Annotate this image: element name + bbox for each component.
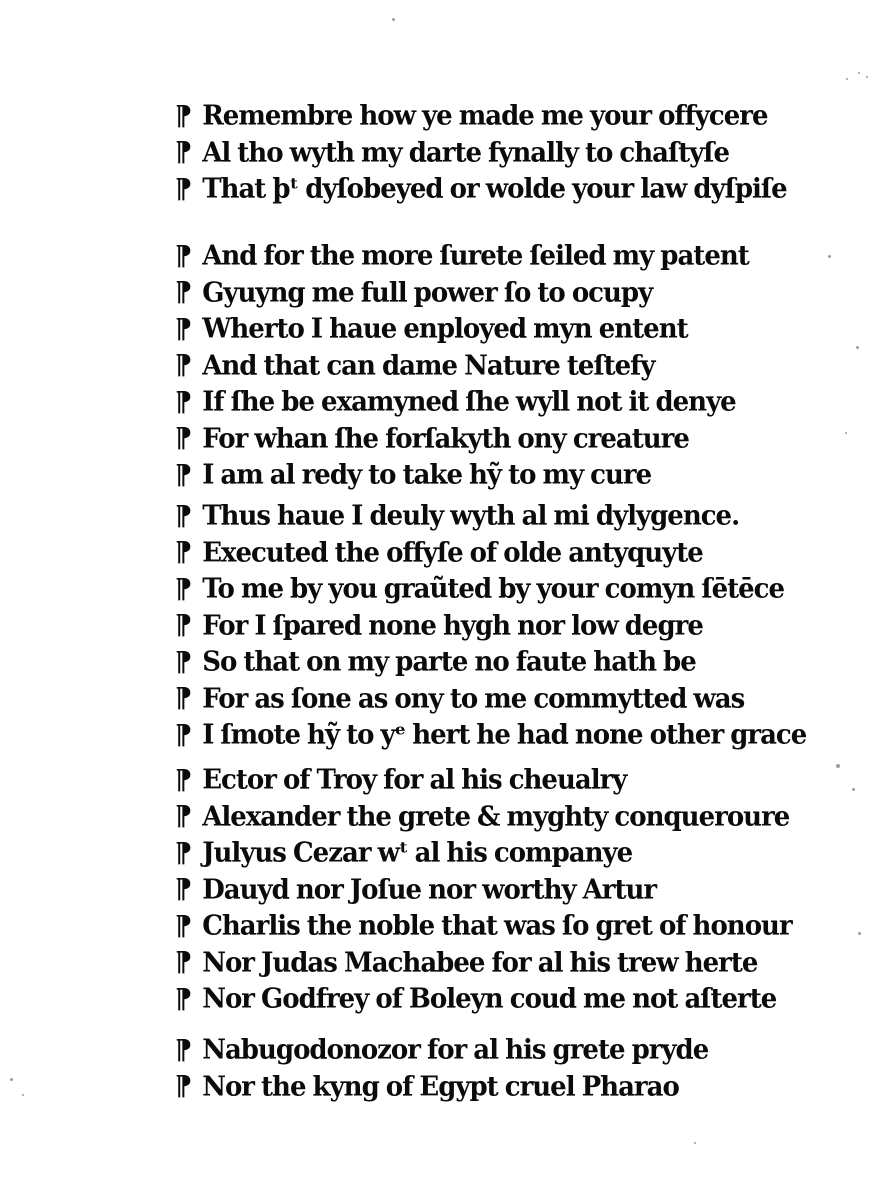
pilcrow-icon: ¶ xyxy=(176,537,193,569)
scan-noise-speck xyxy=(828,255,831,258)
scan-noise-speck xyxy=(392,18,395,21)
verse-line xyxy=(176,384,749,421)
verse-line-text: That þᵗ dyſobeyed or wolde your law dyſpiſe xyxy=(202,173,787,205)
verse-line xyxy=(176,945,792,982)
verse-line-text: Thus haue I deuly wyth al mi dylygence. xyxy=(202,500,740,532)
pilcrow-icon: ¶ xyxy=(176,350,193,382)
pilcrow-icon: ¶ xyxy=(176,1071,193,1103)
verse-line xyxy=(176,421,749,458)
verse-line xyxy=(176,608,806,645)
pilcrow-icon: ¶ xyxy=(176,764,193,796)
pilcrow-icon: ¶ xyxy=(176,719,193,751)
pilcrow-icon: ¶ xyxy=(176,1034,193,1066)
pilcrow-icon: ¶ xyxy=(176,610,193,642)
verse-line-text: Ector of Troy for al his cheualry xyxy=(202,764,627,796)
verse-line-text: To me by you graũted by your comyn ſētēce xyxy=(202,573,785,605)
verse-line xyxy=(176,872,792,909)
verse-line-text: For as ſone as ony to me commytted was xyxy=(202,683,745,715)
verse-line-text: Al tho wyth my darte fynally to chaſtyſe xyxy=(202,137,730,169)
scan-noise-speck xyxy=(846,78,848,80)
verse-line xyxy=(176,644,806,681)
pilcrow-icon: ¶ xyxy=(176,137,193,169)
pilcrow-icon: ¶ xyxy=(176,983,193,1015)
verse-line-text: So that on my parte no faute hath be xyxy=(202,646,696,678)
pilcrow-icon: ¶ xyxy=(176,100,193,132)
verse-line xyxy=(176,571,806,608)
pilcrow-icon: ¶ xyxy=(176,313,193,345)
verse-line-text: For whan ſhe forſakyth ony creature xyxy=(202,423,689,455)
verse-line xyxy=(176,238,749,275)
verse-line-text: Nor Godfrey of Boleyn coud me not aſterte xyxy=(202,983,777,1015)
scan-noise-speck xyxy=(10,1078,13,1081)
verse-line-text: If ſhe be examyned ſhe wyll not it denye xyxy=(202,386,736,418)
verse-line xyxy=(176,498,806,535)
verse-line xyxy=(176,171,787,208)
verse-line-text: And for the more ſurete ſeiled my patent xyxy=(202,240,749,272)
verse-line-text: Charlis the noble that was ſo gret of honour xyxy=(202,910,792,942)
pilcrow-icon: ¶ xyxy=(176,910,193,942)
verse-line-text: Alexander the grete & myghty conqueroure xyxy=(202,801,790,833)
verse-line xyxy=(176,98,787,135)
pilcrow-icon: ¶ xyxy=(176,646,193,678)
scan-noise-speck xyxy=(856,346,859,349)
pilcrow-icon: ¶ xyxy=(176,277,193,309)
verse-line-text: Wherto I haue enployed myn entent xyxy=(202,313,688,345)
verse-line-text: Gyuyng me full power ſo to ocupy xyxy=(202,277,653,309)
scan-noise-speck xyxy=(866,76,868,78)
stanza xyxy=(176,498,806,754)
verse-line-text: And that can dame Nature teſtefy xyxy=(202,350,655,382)
pilcrow-icon: ¶ xyxy=(176,874,193,906)
verse-line xyxy=(176,908,792,945)
verse-line-text: For I ſpared none hygh nor low degre xyxy=(202,610,703,642)
scan-noise-speck xyxy=(858,932,861,935)
scan-noise-speck xyxy=(836,764,840,768)
pilcrow-icon: ¶ xyxy=(176,423,193,455)
scan-noise-speck xyxy=(852,788,855,791)
pilcrow-icon: ¶ xyxy=(176,683,193,715)
pilcrow-icon: ¶ xyxy=(176,173,193,205)
verse-line xyxy=(176,275,749,312)
verse-line xyxy=(176,835,792,872)
verse-line xyxy=(176,1069,708,1106)
verse-line xyxy=(176,535,806,572)
pilcrow-icon: ¶ xyxy=(176,459,193,491)
scan-noise-speck xyxy=(694,1142,696,1144)
verse-line xyxy=(176,135,787,172)
scan-noise-speck xyxy=(858,72,860,74)
scan-noise-speck xyxy=(845,432,847,434)
verse-line-text: Nor Judas Machabee for al his trew herte xyxy=(202,947,758,979)
verse-line-text: Nabugodonozor for al his grete pryde xyxy=(202,1034,709,1066)
verse-line xyxy=(176,681,806,718)
verse-line xyxy=(176,457,749,494)
pilcrow-icon: ¶ xyxy=(176,386,193,418)
verse-line-text: Remembre how ye made me your offycere xyxy=(202,100,768,132)
verse-line-text: Julyus Cezar wᵗ al his companye xyxy=(202,837,633,869)
verse-line xyxy=(176,981,792,1018)
pilcrow-icon: ¶ xyxy=(176,240,193,272)
verse-line-text: Dauyd nor Joſue nor worthy Artur xyxy=(202,874,657,906)
verse-line xyxy=(176,762,792,799)
stanza xyxy=(176,98,787,208)
verse-line-text: Executed the offyſe of olde antyquyte xyxy=(202,537,703,569)
verse-line xyxy=(176,799,792,836)
verse-line-text: Nor the kyng of Egypt cruel Pharao xyxy=(202,1071,679,1103)
verse-line-text: I am al redy to take hỹ to my cure xyxy=(202,459,652,491)
pilcrow-icon: ¶ xyxy=(176,837,193,869)
pilcrow-icon: ¶ xyxy=(176,500,193,532)
verse-line-text: I ſmote hỹ to yᵉ hert he had none other grace xyxy=(202,719,807,751)
pilcrow-icon: ¶ xyxy=(176,947,193,979)
stanza xyxy=(176,1032,708,1105)
scan-noise-speck xyxy=(22,1094,24,1096)
verse-line xyxy=(176,348,749,385)
verse-line xyxy=(176,717,806,754)
verse-line xyxy=(176,311,749,348)
stanza xyxy=(176,762,792,1018)
pilcrow-icon: ¶ xyxy=(176,801,193,833)
verse-line xyxy=(176,1032,708,1069)
stanza xyxy=(176,238,749,494)
pilcrow-icon: ¶ xyxy=(176,573,193,605)
